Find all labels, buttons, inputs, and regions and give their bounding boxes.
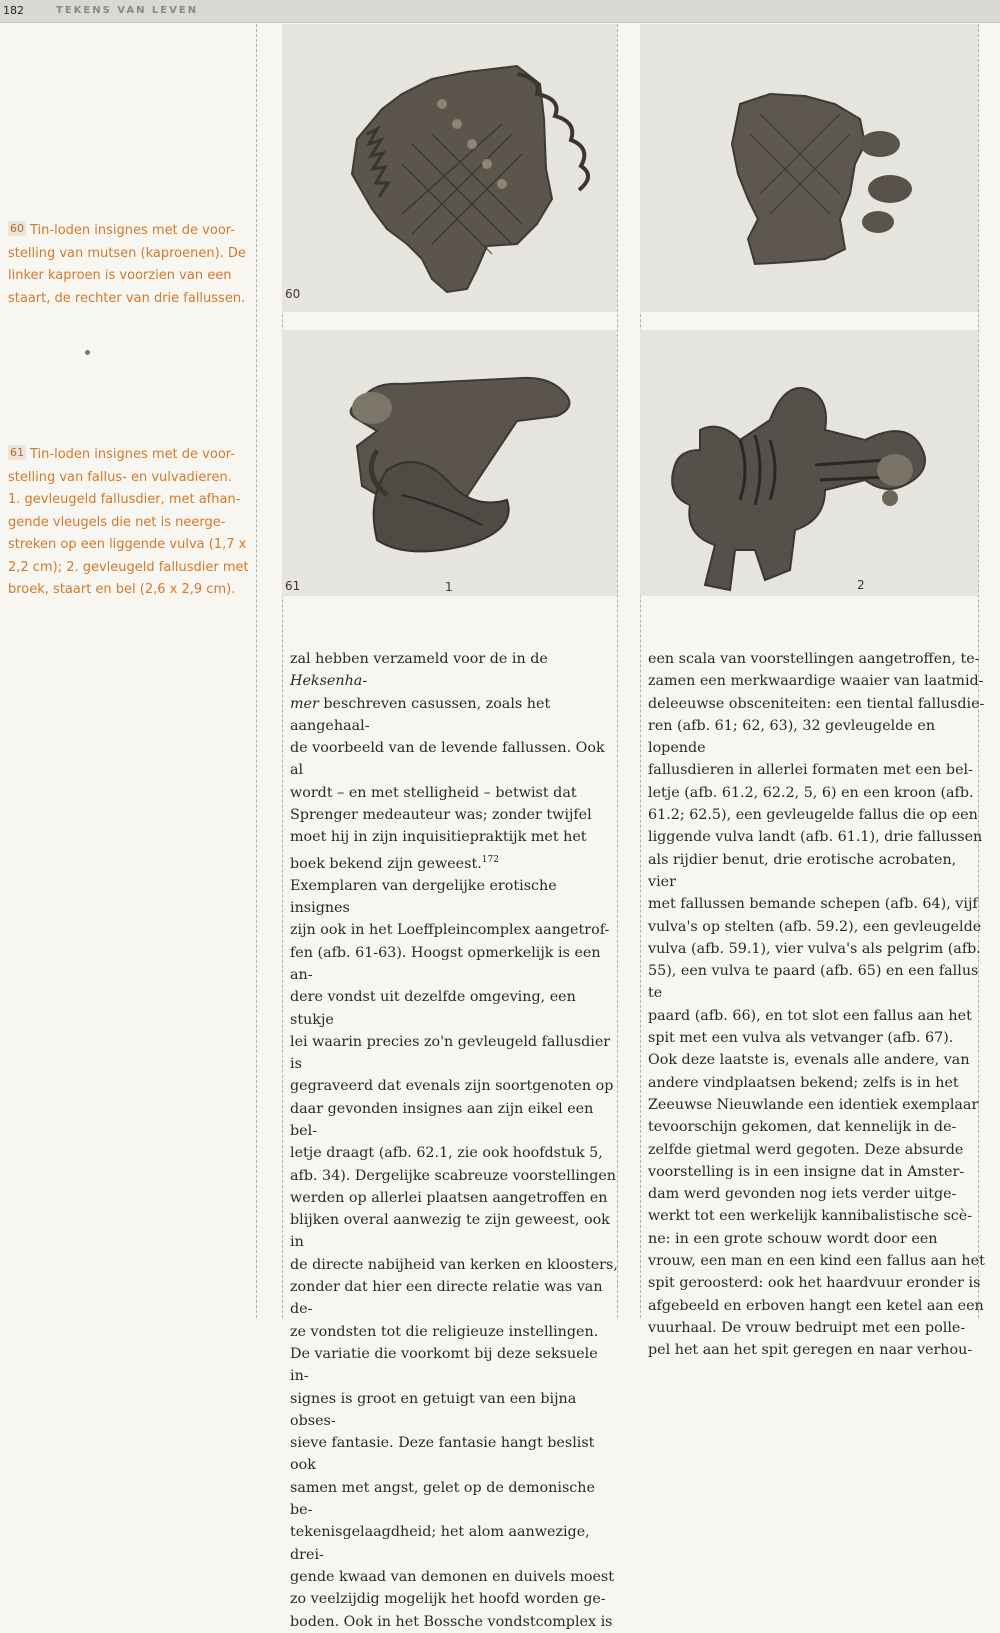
column1-paragraph-1 (290, 648, 620, 875)
page-number: 182 (3, 4, 24, 17)
book-title-italic: Heksenha- (290, 673, 368, 690)
figure-label-1: 1 (445, 580, 453, 594)
figure-tag-61: 61 (282, 578, 303, 594)
photo-badge-phallus-animal-1 (282, 330, 617, 596)
book-title-italic-cont: mer (290, 695, 319, 712)
column2-paragraph-1: een scala van voorstellingen aangetroffen, te- zamen een merkwaardige waaier van laatmid- deleeuwse obsceniteiten: een tiental fallusdie- ren (afb. 61; 62, 63), 32 gevleugelde en lopende fallusdieren in allerlei formaten met een bel- letje (afb. 61.2, 62.2, 5, 6) en een kroon (afb. 61.2; 62.5), een gevleugelde fallus die op een liggende vulva landt (afb. 61.1), drie fallussen als rijdier benut, drie erotische acrobaten, vier met fallussen bemande schepen (afb. 64), vijf vulva's op stelten (afb. 59.2), een gevleugelde vulva (afb. 59.1), vier vulva's als pelgrim (afb. 55), een vulva te paard (afb. 65) en een fallus te paard (afb. 66), en tot slot een fallus aan het spit met een vulva als vetvanger (afb. 67). (648, 651, 985, 1047)
column1-paragraph-2: Exemplaren van dergelijke erotische insignes zijn ook in het Loeffpleincomplex aangetrof- fen (afb. 61-63). Hoogst opmerkelijk is een an- dere vondst uit dezelfde omgeving, een stukje lei waarin precies zo'n gevleugeld fallusdier is gegraveerd dat evenals zijn soortgenoten op daar gevonden insignes aan zijn eikel een bel- letje draagt (afb. 62.1, zie ook hoofdstuk 5, afb. 34). Dergelijke scabreuze voorstellingen werden op allerlei plaatsen aangetroffen en blijken overal aanwezig te zijn geweest, ook in de directe nabijheid van kerken en kloosters, zonder dat hier een directe relatie was van de- ze vondsten tot die religieuze instellingen. (290, 877, 618, 1340)
figure-label-2: 2 (857, 578, 865, 592)
caption-60 (8, 220, 254, 310)
caption-text: Tin-loden insignes met de voor- stelling van fallus- en vulvadieren. 1. gevleugeld fallusdier, met afhan- gende vleugels die net is neerge- streken op een liggende vulva (1,7 x 2,2 cm); 2. gevleugeld fallusdier met broek, staart en bel (2,6 x 2,9 cm). (8, 447, 249, 597)
caption-number: 61 (10, 446, 24, 459)
caption-text: Tin-loden insignes met de voor- stelling van mutsen (kaproenen). De linker kaproen is voorzien van een staart, de rechter van drie fallussen. (8, 223, 246, 306)
column1-paragraph-3: De variatie die voorkomt bij deze seksuele in- signes is groot en getuigt van een bijna obses- sieve fantasie. Deze fantasie hangt beslist ook samen met angst, gelet op de demonische be- tekenisgelaagdheid; het alom aanwezige, drei- gende kwaad van demonen en duivels moest zo veelzijdig mogelijk het hoofd worden ge- boden. Ook in het Bossche vondstcomplex is (290, 1345, 615, 1630)
figure-tag-60: 60 (282, 286, 303, 302)
text-fragment: beschreven casussen, zoals het aangehaal- (290, 695, 551, 734)
running-header (0, 0, 1000, 23)
text-fragment: de voorbeeld van de levende fallussen. Ook al wordt – en met stelligheid – betwist dat Sprenger medeauteur was; zonder twijfel moet hij in zijn inquisitiepraktijk met het boek bekend zijn geweest. (290, 740, 605, 872)
body-column-1 (290, 648, 620, 1633)
footnote-marker: 172 (481, 854, 499, 865)
photo-badge-phallus-animal-2 (640, 330, 978, 596)
photo-badge-cap-tail (282, 24, 617, 312)
caption-number: 60 (10, 222, 24, 235)
decorative-dot (85, 350, 90, 355)
column2-paragraph-2: Ook deze laatste is, evenals alle andere, van andere vindplaatsen bekend; zelfs is in het Zeeuwse Nieuwlande een identiek exemplaar tevoorschijn gekomen, dat kennelijk in de- zelfde gietmal werd gegoten. Deze absurde voorstelling is in een insigne dat in Amster- dam werd gevonden nog iets verder uitge- werkt tot een werkelijk kannibalistische scè- ne: in een grote schouw wordt door een vrouw, een man en een kind een fallus aan het spit geroosterd: ook het haardvuur eronder is afgebeeld en erboven hangt een ketel aan een vuurhaal. De vrouw bedruipt met een polle- pel het aan het spit geregen en naar verhou- (648, 1052, 985, 1359)
photo-badge-cap-phalli (640, 24, 978, 312)
caption-61 (8, 444, 254, 602)
column-rule-left (256, 24, 257, 1318)
running-title: TEKENS VAN LEVEN (56, 5, 199, 16)
text-fragment: zal hebben verzameld voor de in de (290, 651, 548, 667)
body-column-2 (648, 648, 988, 1362)
